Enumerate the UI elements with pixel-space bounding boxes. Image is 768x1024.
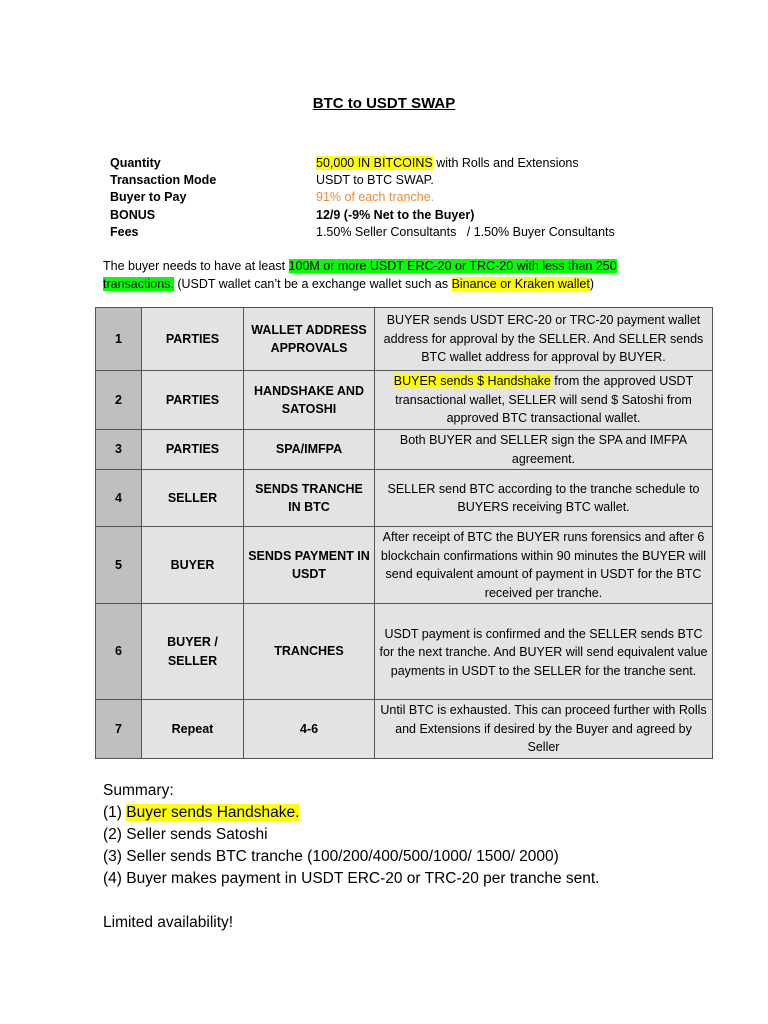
step-description-rest: from the approved USDT transactional wallet, SELLER will send $ Satoshi from approved BTC transactional wallet. xyxy=(395,374,694,426)
summary-handshake-highlight: Buyer sends Handshake. xyxy=(126,804,300,821)
term-label: BONUS xyxy=(110,207,156,222)
step-action: 4-6 xyxy=(244,700,375,759)
step-party: PARTIES xyxy=(142,430,244,470)
process-table xyxy=(95,307,713,759)
table-row xyxy=(96,308,713,371)
step-number: 3 xyxy=(96,430,142,470)
quantity-highlight: 50,000 IN BITCOINS xyxy=(316,156,433,170)
step-action: SENDS PAYMENT IN USDT xyxy=(244,527,375,604)
term-pay xyxy=(110,189,615,206)
term-bonus xyxy=(110,207,615,224)
step-party: Repeat xyxy=(142,700,244,759)
req-middle: (USDT wallet can’t be a exchange wallet such as xyxy=(173,277,452,291)
table-row xyxy=(96,700,713,759)
term-value: 12/9 (-9% Net to the Buyer) xyxy=(316,207,475,222)
closing-note: Limited availability! xyxy=(103,914,234,931)
req-suffix: ) xyxy=(589,277,595,291)
handshake-highlight: BUYER sends $ Handshake xyxy=(393,374,551,389)
step-action: TRANCHES xyxy=(244,604,375,700)
summary-item: (2) Seller sends Satoshi xyxy=(103,826,268,843)
term-value: 1.50% Seller Consultants / 1.50% Buyer Consultants xyxy=(316,224,615,239)
req-green-highlight: 100M or more USDT ERC-20 or TRC-20 with less than 250 transactions. xyxy=(103,259,617,291)
deal-terms xyxy=(110,155,615,241)
term-label: Quantity xyxy=(110,156,161,170)
step-action: SENDS TRANCHE IN BTC xyxy=(244,470,375,527)
term-mode xyxy=(110,172,615,189)
table-row xyxy=(96,527,713,604)
term-value: USDT to BTC SWAP. xyxy=(316,173,434,188)
table-row xyxy=(96,470,713,527)
term-fees xyxy=(110,224,615,241)
step-party: BUYER xyxy=(142,527,244,604)
spacer xyxy=(103,890,599,912)
step-number: 4 xyxy=(96,470,142,527)
step-number: 6 xyxy=(96,604,142,700)
summary-item-prefix: (1) xyxy=(103,804,127,821)
summary-heading: Summary: xyxy=(103,782,174,799)
step-description: Both BUYER and SELLER sign the SPA and IMFPA agreement. xyxy=(375,430,713,470)
step-party: PARTIES xyxy=(142,371,244,430)
step-description: BUYER sends USDT ERC-20 or TRC-20 payment wallet address for approval by the SELLER. And SELLER sends BTC wallet address for approval by BUYER. xyxy=(375,308,713,371)
term-value: 91% of each tranche. xyxy=(316,190,435,205)
term-value xyxy=(316,155,579,172)
req-yellow-highlight: Binance or Kraken wallet xyxy=(451,277,590,291)
step-description: Until BTC is exhausted. This can proceed further with Rolls and Extensions if desired by the Buyer and agreed by Seller xyxy=(375,700,713,759)
term-label: Fees xyxy=(110,224,139,239)
step-description: After receipt of BTC the BUYER runs forensics and after 6 blockchain confirmations within 90 minutes the BUYER will send equivalent amount of payment in USDT for the BTC received per tranche. xyxy=(375,527,713,604)
step-number: 1 xyxy=(96,308,142,371)
step-description: SELLER send BTC according to the tranche schedule to BUYERS receiving BTC wallet. xyxy=(375,470,713,527)
summary-item: (4) Buyer makes payment in USDT ERC-20 or TRC-20 per tranche sent. xyxy=(103,870,600,887)
step-number: 7 xyxy=(96,700,142,759)
term-quantity xyxy=(110,155,615,172)
document-title: BTC to USDT SWAP xyxy=(312,95,456,112)
step-number: 5 xyxy=(96,527,142,604)
table-row xyxy=(96,430,713,470)
step-party: PARTIES xyxy=(142,308,244,371)
step-description: USDT payment is confirmed and the SELLER sends BTC for the next tranche. And BUYER will send equivalent value payments in USDT to the SELLER for the tranche sent. xyxy=(375,604,713,700)
req-prefix: The buyer needs to have at least xyxy=(103,259,289,273)
summary-section xyxy=(103,780,599,934)
step-number: 2 xyxy=(96,371,142,430)
step-description xyxy=(375,371,713,430)
table-row xyxy=(96,604,713,700)
summary-item xyxy=(103,802,599,824)
term-label: Buyer to Pay xyxy=(110,190,187,205)
quantity-rest: with Rolls and Extensions xyxy=(432,156,579,170)
step-action: WALLET ADDRESS APPROVALS xyxy=(244,308,375,371)
term-label: Transaction Mode xyxy=(110,173,217,188)
step-party: SELLER xyxy=(142,470,244,527)
table-row xyxy=(96,371,713,430)
summary-item: (3) Seller sends BTC tranche (100/200/400/500/1000/ 1500/ 2000) xyxy=(103,848,559,865)
step-action: HANDSHAKE AND SATOSHI xyxy=(244,371,375,430)
buyer-requirement xyxy=(103,257,663,293)
step-party: BUYER / SELLER xyxy=(142,604,244,700)
step-action: SPA/IMFPA xyxy=(244,430,375,470)
